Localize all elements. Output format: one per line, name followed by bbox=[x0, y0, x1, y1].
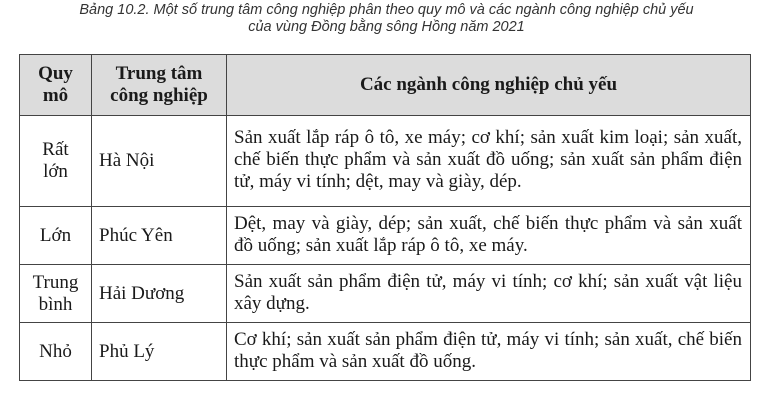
table-row bbox=[20, 265, 751, 323]
header-size: Quy mô bbox=[20, 55, 92, 116]
caption-line-1: Bảng 10.2. Một số trung tâm công nghiệp phân theo quy mô và các ngành công nghiệp chủ yếu bbox=[79, 2, 694, 18]
cell-center: Phủ Lý bbox=[92, 323, 227, 381]
cell-center: Phúc Yên bbox=[92, 207, 227, 265]
header-center: Trung tâm công nghiệp bbox=[92, 55, 227, 116]
header-industries: Các ngành công nghiệp chủ yếu bbox=[227, 55, 751, 116]
table-header-row bbox=[20, 55, 751, 116]
cell-industries: Sản xuất lắp ráp ô tô, xe máy; cơ khí; sản xuất kim loại; sản xuất, chế biến thực phẩm và sản xuất đồ uống; sản xuất sản phẩm điện tử, máy vi tính; dệt, may và giày, dép. bbox=[227, 116, 751, 207]
table-row bbox=[20, 323, 751, 381]
cell-center: Hà Nội bbox=[92, 116, 227, 207]
industrial-centers-table bbox=[19, 54, 751, 381]
table-row bbox=[20, 207, 751, 265]
cell-size: Nhỏ bbox=[20, 323, 92, 381]
caption-line-2: của vùng Đồng bằng sông Hồng năm 2021 bbox=[248, 19, 525, 35]
cell-industries: Sản xuất sản phẩm điện tử, máy vi tính; cơ khí; sản xuất vật liệu xây dựng. bbox=[227, 265, 751, 323]
cell-industries: Cơ khí; sản xuất sản phẩm điện tử, máy vi tính; sản xuất, chế biến thực phẩm và sản xuất đồ uống. bbox=[227, 323, 751, 381]
table-caption bbox=[0, 2, 773, 36]
cell-industries: Dệt, may và giày, dép; sản xuất, chế biến thực phẩm và sản xuất đồ uống; sản xuất lắp ráp ô tô, xe máy. bbox=[227, 207, 751, 265]
cell-size: Lớn bbox=[20, 207, 92, 265]
cell-size: Rất lớn bbox=[20, 116, 92, 207]
cell-size: Trung bình bbox=[20, 265, 92, 323]
cell-center: Hải Dương bbox=[92, 265, 227, 323]
table-row bbox=[20, 116, 751, 207]
